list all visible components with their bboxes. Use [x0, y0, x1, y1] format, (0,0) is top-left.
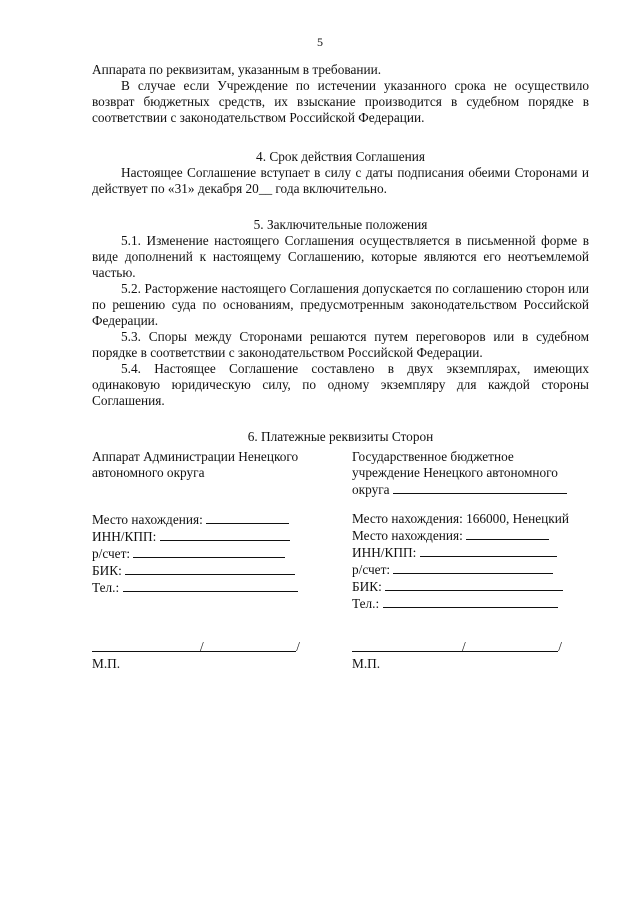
right-signature-slashes: / /	[462, 639, 562, 654]
right-party-title-line3-row	[352, 481, 602, 498]
left-bik-blank	[125, 562, 295, 575]
page-number: 5	[317, 35, 323, 49]
clause-5-4: 5.4. Настоящее Соглашение составлено в двух экземплярах, имеющих одинаковую юридическую силу, по одному экземпляру для каждой стороны Соглашения.	[92, 361, 589, 408]
left-stamp: М.П.	[92, 656, 121, 671]
left-party-fields	[92, 511, 332, 596]
right-phone-label: Тел.:	[352, 596, 380, 611]
section-4-text: Настоящее Соглашение вступает в силу с даты подписания обеими Сторонами и действует по «31» декабря 20__ года включительно.	[92, 165, 589, 196]
right-bik-blank	[385, 578, 563, 591]
left-account-label: р/счет:	[92, 546, 131, 561]
section-5-heading: 5. Заключительные положения	[253, 217, 428, 232]
left-account-row	[92, 545, 332, 562]
clause-5-1: 5.1. Изменение настоящего Соглашения осуществляется в письменной форме в виде дополнений к настоящему Соглашению, которые являются его неотъемлемой частью.	[92, 233, 589, 280]
right-signature-line	[352, 639, 592, 656]
text-body	[92, 62, 589, 445]
right-bik-row	[352, 578, 602, 595]
left-party-requisites	[92, 449, 332, 481]
left-inn-label: ИНН/КПП:	[92, 529, 157, 544]
clause-5-2: 5.2. Расторжение настоящего Соглашения допускается по соглашению сторон или по решению суда по основаниям, предусмотренным законодательством Российской Федерации.	[92, 281, 589, 328]
left-location-row	[92, 511, 332, 528]
left-signature-line	[92, 639, 332, 656]
right-title-blank	[393, 481, 567, 494]
left-party-title-line2: автономного округа	[92, 465, 205, 480]
left-location-label: Место нахождения:	[92, 512, 203, 527]
clause-5-3: 5.3. Споры между Сторонами решаются путем переговоров или в судебном порядке в соответствии с законодательством Российской Федерации.	[92, 329, 589, 360]
right-party-title-line2: учреждение Ненецкого автономного	[352, 465, 558, 480]
left-signature-slashes: / /	[200, 639, 300, 654]
right-inn-blank	[420, 544, 557, 557]
section-4-heading: 4. Срок действия Соглашения	[256, 149, 425, 164]
right-location-blank	[466, 527, 549, 540]
right-party-title-line1: Государственное бюджетное	[352, 449, 514, 464]
right-location-label: Место нахождения:	[352, 528, 463, 543]
right-account-label: р/счет:	[352, 562, 391, 577]
left-phone-row	[92, 579, 332, 596]
right-inn-row	[352, 544, 602, 561]
section-6-heading: 6. Платежные реквизиты Сторон	[247, 429, 434, 444]
right-account-row	[352, 561, 602, 578]
intro-paragraph: Аппарата по реквизитам, указанным в требовании.	[92, 62, 382, 77]
right-location-row	[352, 527, 602, 544]
left-party-title-line1: Аппарат Администрации Ненецкого	[92, 449, 299, 464]
left-bik-label: БИК:	[92, 563, 122, 578]
right-party-title-line3: округа	[352, 482, 390, 497]
left-phone-blank	[123, 579, 298, 592]
right-party-requisites	[352, 449, 602, 498]
right-location-filled: Место нахождения: 166000, Ненецкий	[352, 511, 569, 526]
right-phone-row	[352, 595, 602, 612]
right-stamp: М.П.	[352, 656, 381, 671]
left-inn-blank	[160, 528, 290, 541]
return-paragraph: В случае если Учреждение по истечении указанного срока не осуществило возврат бюджетных средств, их взыскание производится в судебном порядке в соответствии с законодательством Российской Федерации.	[92, 78, 589, 125]
right-account-blank	[393, 561, 553, 574]
right-party-fields	[352, 511, 602, 612]
left-location-blank	[206, 511, 289, 524]
left-bik-row	[92, 562, 332, 579]
left-phone-label: Тел.:	[92, 580, 120, 595]
right-inn-label: ИНН/КПП:	[352, 545, 417, 560]
left-account-blank	[133, 545, 285, 558]
left-inn-row	[92, 528, 332, 545]
right-phone-blank	[383, 595, 558, 608]
right-bik-label: БИК:	[352, 579, 382, 594]
